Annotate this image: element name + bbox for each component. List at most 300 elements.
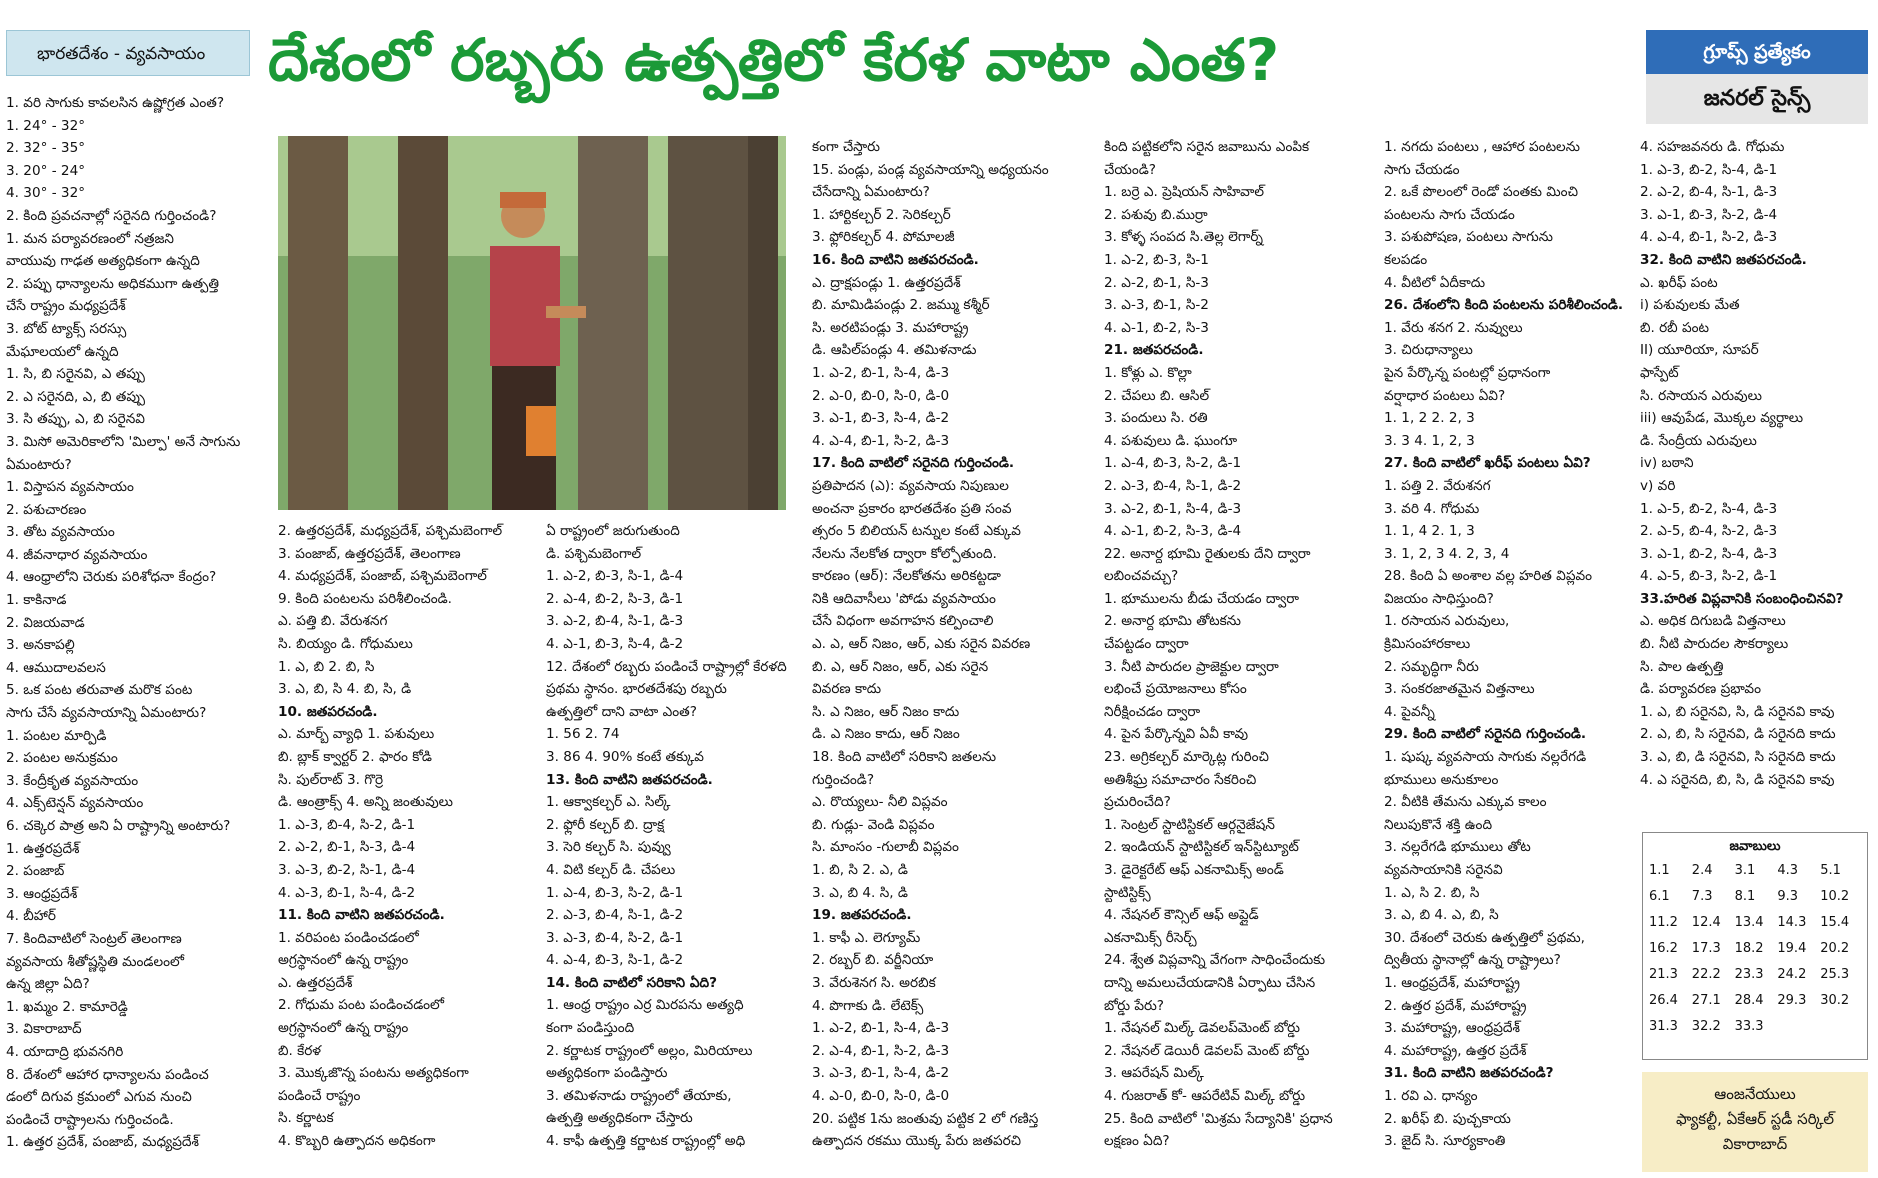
text-line: బి. మామిడిపండ్లు 2. జమ్ము కశ్మీర్ — [812, 297, 990, 314]
text-line: 2. నేషనల్ డెయిరీ డెవలప్ మెంట్ బోర్డు — [1104, 1042, 1310, 1059]
text-line: పండించే రాష్ట్రం — [278, 1087, 361, 1104]
text-line: 2. ఎ-4, బి-1, సి-2, డి-3 — [812, 1042, 950, 1059]
text-line: 27. కింది వాటిలో ఖరీఫ్ పంటలు ఏవి? — [1384, 455, 1591, 472]
text-line: 2. కింది ప్రవచనాల్లో సరైనది గుర్తించండి? — [6, 207, 217, 224]
text-line: 2. ఎ సరైనది, ఎ, బి తప్పు — [6, 388, 145, 405]
text-line: 3. వరి 4. గోధుమ — [1384, 500, 1480, 517]
answer-item: 13.4 — [1734, 915, 1764, 930]
text-line: 4. బీహార్ — [6, 908, 56, 925]
text-line: లక్షణం ఏది? — [1104, 1133, 1170, 1150]
answer-item: 9.3 — [1777, 889, 1799, 904]
text-line: సి. రసాయన ఎరువులు — [1640, 387, 1762, 404]
text-line: ప్రతిపాదన (ఎ): వ్యవసాయ నిపుణుల — [812, 477, 1009, 494]
text-line: 1. ఎ, బి సరైనవి, సి, డి సరైనవి కావు — [1640, 703, 1835, 720]
text-line: 17. కింది వాటిలో సరైనది గుర్తించండి. — [812, 455, 1015, 472]
text-line: 3. 20° - 24° — [6, 162, 86, 179]
text-line: 1. ఎ-2, బి-3, సి-1, డి-4 — [546, 568, 684, 585]
text-line: 2. పంటల అనుక్రమం — [6, 750, 118, 767]
answer-item: 2.4 — [1691, 863, 1713, 878]
column-5 — [1104, 136, 1384, 1176]
text-line: 3. సి తప్పు, ఎ, బి సరైనవి — [6, 411, 145, 428]
answer-item: 21.3 — [1649, 967, 1678, 982]
text-line: అగ్రస్థానంలో ఉన్న రాష్ట్రం — [278, 952, 409, 969]
text-line: 15. పండ్లు, పండ్ల వ్యవసాయాన్ని అధ్యయనం — [812, 161, 1049, 178]
text-line: 1. ఎ-2, బి-1, సి-4, డి-3 — [812, 364, 950, 381]
text-line: కంగా పండిస్తుంది — [546, 1020, 635, 1037]
text-line: 12. దేశంలో రబ్బరు పండించే రాష్ట్రాల్లో కేరళది — [546, 658, 787, 675]
text-line: 26. దేశంలోని కింది పంటలను పరిశీలించండి. — [1384, 297, 1624, 314]
text-line: 3. చిరుధాన్యాలు — [1384, 342, 1473, 359]
text-line: 18. కింది వాటిలో సరికాని జతలను — [812, 749, 997, 766]
answer-item: 22.2 — [1691, 967, 1721, 982]
text-line: చేపట్టడం ద్వారా — [1104, 636, 1189, 653]
text-line: 1. ఎ-5, బి-2, సి-4, డి-3 — [1640, 500, 1778, 517]
text-line: 2. పశుచారణం — [6, 501, 87, 518]
text-line: 3. ఎ-2, బి-1, సి-4, డి-3 — [1104, 500, 1242, 517]
answer-item: 24.2 — [1777, 967, 1807, 982]
text-line: పండించే రాష్ట్రాలను గుర్తించండి. — [6, 1111, 174, 1128]
text-line: మేఘాలయలో ఉన్నది — [6, 343, 119, 360]
text-line: బి. ఎ, ఆర్ నిజం, ఆర్, ఎకు సరైన — [812, 658, 989, 675]
text-line: 3. ఎ-3, బి-2, సి-1, డి-4 — [278, 861, 416, 878]
text-line: 29. కింది వాటిలో సరైనది గుర్తించండి. — [1384, 726, 1587, 743]
text-line: సి. ఎ నిజం, ఆర్ నిజం కాదు — [812, 703, 960, 720]
text-line: 3. ఫ్లోరికల్చర్ 4. పోమాలజీ — [812, 229, 955, 246]
text-line: 11. కింది వాటిని జతపరచండి. — [278, 907, 445, 924]
section-tag: భారతదేశం - వ్యవసాయం — [6, 30, 250, 76]
text-line: గుర్తించండి? — [812, 771, 875, 788]
text-line: ద్వితీయ స్థానాల్లో ఉన్న రాష్ట్రాలు? — [1384, 952, 1561, 969]
text-line: నికి ఆదివాసీలు 'పోడు వ్యవసాయం — [812, 590, 996, 607]
text-line: ఉత్పత్తి అత్యధికంగా చేస్తారు — [546, 1110, 693, 1127]
text-line: 4. ఆముదాలవలస — [6, 659, 106, 676]
text-line: 4. జీవనాధార వ్యవసాయం — [6, 546, 148, 563]
answer-item: 17.3 — [1691, 941, 1721, 956]
text-line: 2. ఎ-5, బి-4, సి-2, డి-3 — [1640, 523, 1778, 540]
text-line: 2. ఎ-2, బి-1, సి-3, డి-4 — [278, 839, 416, 856]
subject-label: జనరల్ సైన్స్ — [1646, 74, 1868, 124]
answer-item: 31.3 — [1649, 1019, 1678, 1034]
text-line: కారణం (ఆర్): నేలకోతను అరికట్టడా — [812, 568, 1001, 585]
text-line: సి. పుల్‌రాట్ 3. గొర్రె — [278, 771, 384, 788]
text-line: నేలను నేలకోత ద్వారా కోల్పోతుంది. — [812, 545, 997, 562]
answer-item: 18.2 — [1734, 941, 1764, 956]
text-line: 2. పప్పు ధాన్యాలను అధికముగా ఉత్పత్తి — [6, 275, 219, 292]
answer-item: 7.3 — [1691, 889, 1713, 904]
text-line: డి. ఆపిల్‌పండ్లు 4. తమిళనాడు — [812, 342, 977, 359]
text-line: 4. ఎ-3, బి-1, సి-4, డి-2 — [278, 884, 416, 901]
text-line: చేసే విధంగా అవగాహన కల్పించాలి — [812, 613, 994, 630]
text-line: బి. గుడ్లు- వెండి విప్లవం — [812, 816, 935, 833]
text-line: డి. పశ్చిమబెంగాల్ — [546, 545, 642, 562]
text-line: అంచనా ప్రకారం భారతదేశం ప్రతి సంవ — [812, 500, 1012, 517]
answer-item: 12.4 — [1691, 915, 1721, 930]
text-line: 1. రసాయన ఎరువులు, — [1384, 613, 1510, 630]
text-line: సాగు చేయడం — [1384, 161, 1460, 178]
text-line: 3. ఎ, బి 4. సి, డి — [812, 884, 908, 901]
text-line: 4. ఎ-4, బి-1, సి-2, డి-3 — [1640, 229, 1778, 246]
text-line: 32. కింది వాటిని జతపరచండి. — [1640, 251, 1807, 268]
answer-item: 4.3 — [1777, 863, 1799, 878]
text-line: 1. పత్తి 2. వేరుశనగ — [1384, 477, 1491, 494]
text-line: డంలో దిగువ క్రమంలో ఎగువ నుంచి — [6, 1089, 192, 1106]
text-line: ఉత్పత్తిలో దాని వాటా ఎంత? — [546, 703, 697, 720]
text-line: 2. ఎ-3, బి-4, సి-1, డి-2 — [546, 907, 684, 924]
photo-illustration — [278, 136, 786, 510]
text-line: సి. పాల ఉత్పత్తి — [1640, 658, 1724, 675]
text-line: 1. ఉత్తర ప్రదేశ్, పంజాబ్, మధ్యప్రదేశ్ — [6, 1134, 199, 1151]
text-line: 3. తోట వ్యవసాయం — [6, 524, 115, 541]
answer-item: 27.1 — [1691, 993, 1721, 1008]
text-line: 1. బర్రె ఎ. ప్రెషియన్ సాహివాల్ — [1104, 184, 1264, 201]
text-line: 3. బోట్ ట్యాక్స్ సరస్సు — [6, 320, 127, 337]
answer-item: 6.1 — [1649, 889, 1670, 904]
text-line: నిలుపుకొనే శక్తి ఉంది — [1384, 816, 1493, 833]
text-line: 4. 30° - 32° — [6, 185, 86, 202]
text-line: 1. మన పర్యావరణంలో నత్రజని — [6, 230, 174, 247]
text-line: 3. ఎ, బి, డి సరైనవి, సి సరైనది కాదు — [1640, 749, 1836, 766]
author-location: వికారాబాద్ — [1722, 1135, 1788, 1153]
text-line: 3. అనకాపల్లి — [6, 637, 75, 654]
text-line: విజయం సాధిస్తుంది? — [1384, 590, 1494, 607]
text-line: 1. ఎ-2, బి-3, సి-1 — [1104, 251, 1209, 268]
text-line: 3. 1, 2, 3 4. 2, 3, 4 — [1384, 545, 1510, 562]
text-line: 4. గుజరాత్ కో- ఆపరేటివ్ మిల్క్ బోర్డు — [1104, 1087, 1306, 1104]
text-line: 1. నగదు పంటలు , ఆహార పంటలను — [1384, 139, 1580, 155]
text-line: డి. సేంద్రీయ ఎరువులు — [1640, 432, 1757, 449]
text-line: 3. ఆపరేషన్ మిల్క్ — [1104, 1065, 1204, 1082]
answers-title: జవాబులు — [1729, 839, 1781, 854]
text-line: చేయండి? — [1104, 161, 1156, 178]
text-line: 1. వరిపంట పండించడంలో — [278, 929, 419, 946]
text-line: 14. కింది వాటిలో సరికాని ఏది? — [546, 974, 717, 991]
text-line: 3. కేంద్రీకృత వ్యవసాయం — [6, 772, 139, 789]
text-line: 1. కాకినాడ — [6, 592, 67, 609]
headline: దేశంలో రబ్బరు ఉత్పత్తిలో కేరళ వాటా ఎంత? — [268, 26, 1280, 94]
text-line: 2. 32° - 35° — [6, 140, 86, 157]
text-line: డి. ఆంత్రాక్స్ 4. అన్ని జంతువులు — [278, 794, 454, 811]
text-line: 4. వీటిలో ఏదీకాదు — [1384, 274, 1486, 291]
text-line: ఎ. మార్బ్ వ్యాధి 1. పశువులు — [278, 726, 435, 743]
text-line: 7. కిందివాటిలో సెంట్రల్ తెలంగాణ — [6, 930, 182, 947]
text-line: 3. ఎ-2, బి-4, సి-1, డి-3 — [546, 613, 684, 630]
text-line: 4. విటి కల్చర్ డి. చేపలు — [546, 861, 676, 878]
text-line: 4. కాఫీ ఉత్పత్తి కర్ణాటక రాష్ట్రంల్లో అధి — [546, 1133, 746, 1150]
text-line: 3. 3 4. 1, 2, 3 — [1384, 432, 1475, 449]
text-line: ఎ. రొయ్యలు- నీలి విప్లవం — [812, 794, 948, 811]
text-line: 3. కోళ్ళ సంపద సి.తెల్ల లెగార్న్ — [1104, 229, 1263, 246]
text-line: 3. 86 4. 90% కంటే తక్కువ — [546, 748, 704, 765]
text-line: దాన్ని అమలుచేయడానికి ఏర్పాటు చేసిన — [1104, 974, 1316, 991]
text-line: 4. నేషనల్ కౌన్సిల్ ఆఫ్ అప్లైడ్ — [1104, 907, 1259, 924]
text-line: 2. పశువు బి.ముర్రా — [1104, 206, 1208, 223]
text-line: అతిశీఘ్ర సమాచారం సేకరించి — [1104, 771, 1257, 788]
text-line: 28. కింది ఏ అంశాల వల్ల హరిత విప్లవం — [1384, 568, 1593, 585]
text-line: 13. కింది వాటిని జతపరచండి. — [546, 771, 713, 788]
text-line: 16. కింది వాటిని జతపరచండి. — [812, 251, 979, 268]
text-line: 4. ఎక్స్‌టెన్షన్ వ్యవసాయం — [6, 795, 144, 812]
text-line: 24. శ్వేత విప్లవాన్ని వేగంగా సాధించేందుకు — [1104, 952, 1326, 969]
text-line: 1. సెంట్రల్ స్టాటిస్టికల్ ఆర్గనైజేషన్ — [1104, 816, 1275, 833]
author-name: ఆంజనేయులు — [1714, 1085, 1796, 1103]
text-line: బోర్డు పేరు? — [1104, 997, 1165, 1014]
text-line: లబించవచ్చు? — [1104, 568, 1179, 585]
text-line: బి. నీటి పారుదల సౌకర్యాలు — [1640, 636, 1789, 653]
column-3 — [546, 520, 808, 1176]
text-line: 3. ఎ, బి 4. ఎ, బి, సి — [1384, 907, 1499, 924]
text-line: 4. కొబ్బరి ఉత్పాదన అధికంగా — [278, 1133, 436, 1150]
text-line: 3. ఎ, బి, సి 4. బి, సి, డి — [278, 681, 412, 698]
rubber-tapping-photo — [278, 136, 786, 510]
text-line: డి. ఎ నిజం కాదు, ఆర్ నిజం — [812, 726, 960, 743]
text-line: 20. పట్టిక 1ను జంతువు పట్టిక 2 లో గణిస్త — [812, 1110, 1039, 1127]
text-line: ప్రచురించేది? — [1104, 794, 1171, 811]
text-line: కంగా చేస్తారు — [812, 139, 880, 155]
text-line: 3. మొక్కజొన్న పంటను అత్యధికంగా — [278, 1065, 469, 1082]
text-line: 3. తమిళనాడు రాష్ట్రంలో తేయాకు, — [546, 1087, 732, 1104]
text-line: వివరణ కాదు — [812, 681, 882, 698]
text-line: 3. వికారాబాద్ — [6, 1021, 82, 1038]
text-line: iv) బఠాని — [1640, 455, 1694, 472]
text-line: ఏమంటారు? — [6, 456, 72, 473]
text-line: సి. బియ్యం డి. గోధుమలు — [278, 635, 413, 652]
text-line: 2. ఎ-0, బి-0, సి-0, డి-0 — [812, 387, 950, 404]
text-line: 2. ఉత్తరప్రదేశ్, మధ్యప్రదేశ్, పశ్చిమబెంగాల్ — [278, 523, 503, 539]
author-affiliation: ఫ్యాకల్టీ, ఏకేఆర్ స్టడీ సర్కిల్ — [1675, 1110, 1835, 1128]
answer-item: 11.2 — [1649, 915, 1678, 930]
text-line: 1. ఎ-3, బి-2, సి-4, డి-1 — [1640, 161, 1778, 178]
text-line: 4. మధ్యప్రదేశ్, పంజాబ్, పశ్చిమబెంగాల్ — [278, 568, 487, 585]
text-line: పంటలను సాగు చేయడం — [1384, 206, 1515, 223]
text-line: 4. ఎ-1, బి-2, సి-3 — [1104, 319, 1209, 336]
text-line: నిరీక్షించడం ద్వారా — [1104, 703, 1201, 720]
answer-item: 30.2 — [1820, 993, 1850, 1008]
text-line: 22. అనార్ద భూమి రైతులకు దేని ద్వారా — [1104, 545, 1311, 562]
answer-item: 20.2 — [1820, 941, 1850, 956]
text-line: 1. నేషనల్ మిల్క్ డెవలప్‌మెంట్ బోర్డు — [1104, 1020, 1300, 1037]
text-line: 2. ఎ-2, బి-4, సి-1, డి-3 — [1640, 184, 1778, 201]
text-line: 2. విజయవాడ — [6, 614, 85, 631]
text-line: లభించే ప్రయోజనాలు కోసం — [1104, 681, 1247, 698]
text-line: 3. మహారాష్ట్ర, ఆంధ్రప్రదేశ్ — [1384, 1020, 1520, 1037]
groups-special-label: గ్రూప్స్ ప్రత్యేకం — [1646, 30, 1868, 74]
answer-item: 28.4 — [1734, 993, 1764, 1008]
text-line: 2. రబ్బర్ బి. వర్జీనియా — [812, 952, 934, 969]
text-line: స్టాటిస్టిక్స్ — [1104, 884, 1151, 901]
text-line: 2. ఖరీఫ్ బి. పుచ్చకాయ — [1384, 1110, 1511, 1127]
text-line: 6. చక్కెర పాత్ర అని ఏ రాష్ట్రాన్ని అంటారు? — [6, 818, 231, 834]
text-line: 3. ఎ-1, బి-3, సి-2, డి-4 — [1640, 206, 1778, 223]
answer-item: 33.3 — [1734, 1019, 1764, 1034]
answer-item: 25.3 — [1820, 967, 1850, 982]
text-line: 2. ఎ-2, బి-1, సి-3 — [1104, 274, 1209, 291]
text-line: కింది పట్టికలోని సరైన జవాబును ఎంపిక — [1104, 139, 1310, 155]
text-line: 2. అనార్ద భూమి తోటకను — [1104, 613, 1241, 630]
text-line: 4. ఎ సరైనది, బి, సి, డి సరైనవి కావు — [1640, 771, 1835, 788]
text-line: 1. 24° - 32° — [6, 117, 86, 134]
text-line: 4. ఎ-4, బి-3, సి-1, డి-2 — [546, 952, 684, 969]
text-line: 23. అగ్రికల్చర్ మార్కెట్ల గురించి — [1104, 749, 1269, 766]
answer-item: 5.1 — [1820, 863, 1841, 878]
text-line: సి. అరటిపండ్లు 3. మహారాష్ట్ర — [812, 319, 969, 336]
text-line: 2. పంజాబ్ — [6, 863, 65, 880]
text-line: 3. జైద్ సి. సూర్యకాంతి — [1384, 1133, 1506, 1150]
answer-item: 8.1 — [1734, 889, 1756, 904]
text-line: ఎకనామిక్స్ రీసెర్చ్ — [1104, 929, 1197, 946]
text-line: 1. విస్తాపన వ్యవసాయం — [6, 479, 134, 496]
text-line: 1. వేరు శనగ 2. నువ్వులు — [1384, 319, 1523, 336]
text-line: ఎ. ఉత్తరప్రదేశ్ — [278, 974, 353, 991]
text-line: 2. ఎ-4, బి-2, సి-3, డి-1 — [546, 590, 684, 607]
text-line: ప్రథమ స్థానం. భారతదేశపు రబ్బరు — [546, 681, 727, 698]
text-line: 4. పశువులు డి. ఘుంగూ — [1104, 432, 1238, 449]
text-line: 1. ఆక్వాకల్చర్ ఎ. సిల్క్ — [546, 794, 671, 811]
text-line: 4. ఆంధ్రాలోని చెరుకు పరిశోధనా కేంద్రం? — [6, 569, 217, 586]
text-line: 4. పొగాకు డి. లేటెక్స్ — [812, 997, 924, 1014]
text-line: 1. పంటల మార్పిడి — [6, 727, 107, 744]
text-line: 19. జతపరచండి. — [812, 907, 912, 924]
text-line: 2. కర్ణాటక రాష్ట్రంలో అల్లం, మిరియాలు — [546, 1042, 753, 1059]
text-line: డి. పర్యావరణ ప్రభావం — [1640, 681, 1761, 698]
text-line: 10. జతపరచండి. — [278, 703, 378, 720]
text-line: 2. ఎ, బి, సి సరైనవి, డి సరైనది కాదు — [1640, 726, 1836, 743]
text-line: 1. ఆంధ్ర రాష్ట్రం ఎర్ర మిరపను అత్యధి — [546, 997, 744, 1014]
text-line: 1. బి, సి 2. ఎ, డి — [812, 862, 908, 878]
text-line: 3. నీటి పారుదల ప్రాజెక్టుల ద్వారా — [1104, 658, 1279, 675]
text-line: 3. మిసో అమెరికాలోని 'మిల్పా' అనే సాగును — [6, 433, 241, 450]
text-line: వ్యవసాయానికి సరైనవి — [1384, 862, 1503, 878]
answer-item: 15.4 — [1820, 915, 1850, 930]
answers-grid — [1649, 863, 1863, 1034]
text-line: 1. ఎ-3, బి-4, సి-2, డి-1 — [278, 816, 416, 833]
answer-item: 26.4 — [1649, 993, 1678, 1008]
text-line: 2. ఒకే పొలంలో రెండో పంతకు మించి — [1384, 184, 1578, 201]
text-line: 1. కాఫీ ఎ. లెగ్యూమ్ — [812, 929, 921, 946]
answers-box — [1642, 832, 1868, 1060]
text-line: 1. ఎ, సి 2. బి, సి — [1384, 884, 1480, 901]
text-line: 4. యాదాద్రి భువనగిరి — [6, 1043, 124, 1060]
text-line: ఎ. పత్తి బి. వేరుశనగ — [278, 613, 388, 630]
text-line: సాగు చేసే వ్యవసాయాన్ని ఏమంటారు? — [6, 705, 207, 722]
text-line: 4. ఎ-5, బి-3, సి-2, డి-1 — [1640, 568, 1778, 585]
text-line: 2. ఇండియన్ స్టాటిస్టికల్ ఇన్‌స్టిట్యూట్ — [1104, 839, 1299, 856]
text-line: 4. ఎ-1, బి-2, సి-3, డి-4 — [1104, 523, 1242, 540]
text-line: 1. హార్టికల్చర్ 2. సెరికల్చర్ — [812, 206, 951, 223]
text-line: 21. జతపరచండి. — [1104, 342, 1204, 359]
answer-item: 10.2 — [1820, 889, 1850, 904]
text-line: 4. ఎ-0, బి-0, సి-0, డి-0 — [812, 1087, 950, 1104]
text-line: 1. కోళ్లు ఎ. కొల్లా — [1104, 364, 1192, 381]
text-line: 1. భూములను బీడు చేయడం ద్వారా — [1104, 590, 1299, 607]
text-line: 5. ఒక పంట తరువాత మరొక పంట — [6, 682, 193, 699]
text-line: సి. కర్ణాటక — [278, 1110, 334, 1127]
text-line: 2. ఎ-3, బి-4, సి-1, డి-2 — [1104, 477, 1242, 494]
answer-item: 29.3 — [1777, 993, 1807, 1008]
text-line: 1. 1, 2 2. 2, 3 — [1384, 410, 1475, 427]
text-line: 1. వరి సాగుకు కావలసిన ఉష్ణోగ్రత ఎంత? — [6, 95, 225, 111]
text-line: 2. సమృద్ధిగా నీరు — [1384, 658, 1479, 675]
text-line: 1. ఆంధ్రప్రదేశ్, మహారాష్ట్ర — [1384, 974, 1520, 991]
author-credit — [1642, 1072, 1868, 1172]
text-line: అగ్రస్థానంలో ఉన్న రాష్ట్రం — [278, 1020, 409, 1037]
text-line: ఫాస్పేట్ — [1640, 364, 1679, 381]
text-line: ఎ. ఖరీఫ్ పంట — [1640, 274, 1718, 291]
text-line: 3. ఎ-3, బి-1, సి-4, డి-2 — [812, 1065, 950, 1082]
text-line: ఉత్పాదన రకము యొక్క పేరు జతపరచి — [812, 1133, 1022, 1150]
text-line: 2. ఫ్లోరీ కల్చర్ బి. ద్రాక్ష — [546, 816, 665, 833]
text-line: iii) ఆవుపేడ, మొక్కల వ్యర్థాలు — [1640, 410, 1804, 427]
text-line: బి. రబీ పంట — [1640, 319, 1710, 336]
text-line: 9. కింది పంటలను పరిశీలించండి. — [278, 590, 453, 607]
text-line: ఎ. అధిక దిగుబడి విత్తనాలు — [1640, 613, 1786, 630]
column-1 — [6, 92, 264, 1176]
text-line: 2. చేపలు బి. ఆసిల్ — [1104, 387, 1210, 404]
text-line: 1. ఎ-4, బి-3, సి-2, డి-1 — [1104, 455, 1242, 472]
answer-item: 23.3 — [1734, 967, 1764, 982]
text-line: క్రిమిసంహారకాలు — [1384, 636, 1471, 653]
text-line: 2. వీటికి తేమను ఎక్కువ కాలం — [1384, 794, 1547, 811]
text-line: 1. రవి ఎ. ధాన్యం — [1384, 1087, 1478, 1104]
text-line: ఏ రాష్ట్రంలో జరుగుతుంది — [546, 523, 680, 539]
text-line: 1. ఉత్తరప్రదేశ్ — [6, 840, 80, 857]
text-line: భూములు అనుకూలం — [1384, 771, 1499, 788]
text-line: 3. సంకరజాతమైన విత్తనాలు — [1384, 681, 1535, 698]
answer-item: 32.2 — [1691, 1019, 1721, 1034]
column-6 — [1384, 136, 1638, 1176]
answer-item: 14.3 — [1777, 915, 1807, 930]
text-line: 33.హరిత విప్లవానికి సంబంధించినవి? — [1640, 590, 1844, 607]
text-line: కలపడం — [1384, 251, 1428, 268]
text-line: 2. ఉత్తర ప్రదేశ్, మహారాష్ట్ర — [1384, 997, 1527, 1014]
text-line: 1. సి, బి సరైనవి, ఎ తప్పు — [6, 366, 145, 383]
text-line: 3. డైరెక్టరేట్ ఆఫ్ ఎకనామిక్స్ అండ్ — [1104, 862, 1284, 878]
text-line: 4. పైన పేర్కొన్నవి ఏవీ కావు — [1104, 726, 1249, 743]
text-line: 3. ఆంధ్రప్రదేశ్ — [6, 885, 78, 902]
text-line: 30. దేశంలో చెరుకు ఉత్పత్తిలో ప్రథమ, — [1384, 929, 1585, 946]
column-4 — [812, 136, 1102, 1176]
text-line: ఎ. ద్రాక్షపండ్లు 1. ఉత్తరప్రదేశ్ — [812, 274, 961, 291]
text-line: 1. షుష్క వ్యవసాయ సాగుకు నల్లరేగడి — [1384, 749, 1587, 766]
text-line: 25. కింది వాటిలో 'మిశ్రమ సేద్యానికి' ప్రధాన — [1104, 1110, 1333, 1127]
text-line: II) యూరియా, సూపర్ — [1640, 342, 1759, 359]
text-line: 3. సెరి కల్చర్ సి. పువ్వు — [546, 839, 671, 856]
text-line: 3. ఎ-3, బి-4, సి-2, డి-1 — [546, 929, 684, 946]
text-line: 3. ఎ-1, బి-2, సి-4, డి-3 — [1640, 545, 1778, 562]
text-line: 1. 1, 4 2. 1, 3 — [1384, 523, 1475, 540]
text-line: 1. ఎ-4, బి-3, సి-2, డి-1 — [546, 884, 684, 901]
text-line: బి. బ్లాక్ క్వార్టర్ 2. ఫారం కోడి — [278, 748, 432, 765]
text-line: 1. ఖమ్మం 2. కామారెడ్డి — [6, 998, 128, 1015]
text-line: పైన పేర్కొన్న పంటల్లో ప్రధానంగా — [1384, 364, 1551, 381]
text-line: 3. పశుపోషణ, పంటలు సాగును — [1384, 229, 1554, 246]
text-line: ఉన్న జిల్లా ఏది? — [6, 976, 90, 993]
text-line: 3. పంజాబ్, ఉత్తరప్రదేశ్, తెలంగాణ — [278, 545, 461, 562]
answer-item: 19.4 — [1777, 941, 1807, 956]
text-line: 3. పందులు సి. రతి — [1104, 410, 1208, 427]
text-line: 3. ఎ-1, బి-3, సి-4, డి-2 — [812, 410, 950, 427]
text-line: త్సరం 5 బిలియన్ టన్నుల కంటే ఎక్కువ — [812, 523, 1021, 540]
text-line: 4. మహారాష్ట్ర, ఉత్తర ప్రదేశ్ — [1384, 1042, 1527, 1059]
text-line: వ్యవసాయ శీతోష్ణస్థితి మండలంలో — [6, 953, 185, 970]
text-line: 1. 56 2. 74 — [546, 726, 620, 743]
answer-item: 16.2 — [1649, 941, 1678, 956]
text-line: ఎ. ఎ, ఆర్ నిజం, ఆర్, ఎకు సరైన వివరణ — [812, 636, 1031, 653]
text-line: 2. గోధుమ పంట పండించడంలో — [278, 997, 444, 1014]
text-line: 3. వేరుశెనగ సి. అరబిక — [812, 974, 936, 991]
text-line: బి. కేరళ — [278, 1042, 322, 1059]
column-2 — [278, 520, 546, 1176]
text-line: v) వరి — [1640, 477, 1676, 494]
